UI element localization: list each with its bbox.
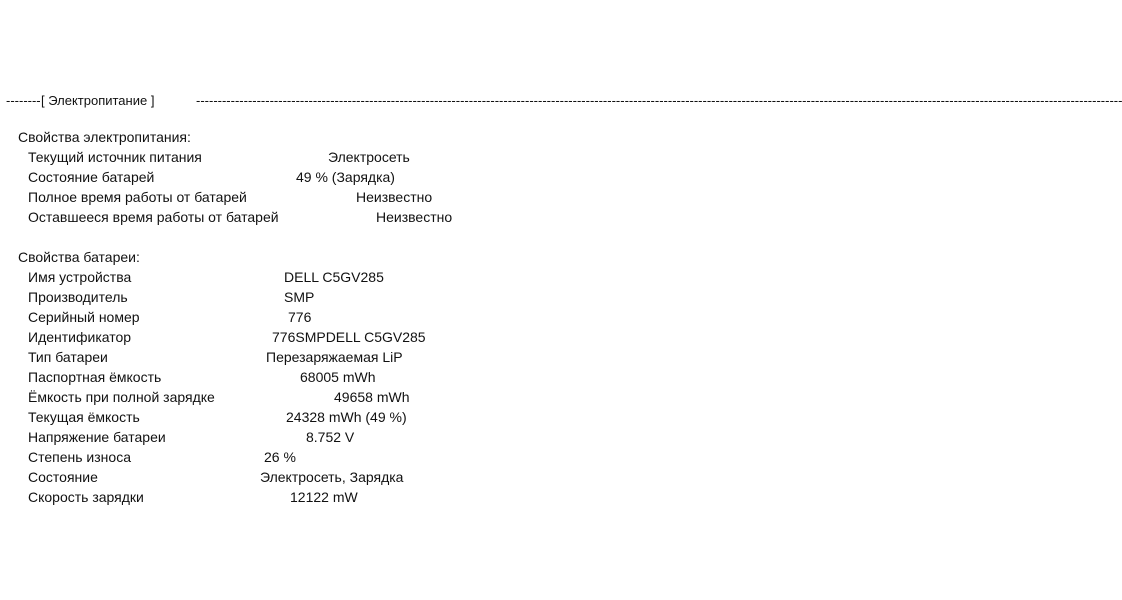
device-name-value: DELL C5GV285 bbox=[284, 269, 384, 285]
remaining-runtime-label: Оставшееся время работы от батарей bbox=[28, 209, 279, 225]
charge-rate-value: 12122 mW bbox=[290, 489, 358, 505]
identifier-label: Идентификатор bbox=[28, 329, 132, 345]
power-source-value: Электросеть bbox=[328, 149, 410, 165]
section-right-dashes: ---------------------------------------------------------------------------------------------------------------------------------------------------------------------------------------------------------------------- bbox=[196, 93, 1122, 108]
device-name-label: Имя устройства bbox=[28, 269, 132, 285]
identifier-value: 776SMPDELL C5GV285 bbox=[272, 329, 426, 345]
battery-properties-heading: Свойства батареи: bbox=[18, 249, 140, 265]
battery-voltage-label: Напряжение батареи bbox=[28, 429, 166, 445]
battery-type-value: Перезаряжаемая LiP bbox=[266, 349, 403, 365]
charge-rate-label: Скорость зарядки bbox=[28, 489, 144, 505]
battery-state-label: Состояние батарей bbox=[28, 169, 155, 185]
status-label: Состояние bbox=[28, 469, 98, 485]
wear-level-label: Степень износа bbox=[28, 449, 131, 465]
section-title: [ Электропитание ] bbox=[41, 93, 155, 108]
battery-type-label: Тип батареи bbox=[28, 349, 108, 365]
current-capacity-label: Текущая ёмкость bbox=[28, 409, 140, 425]
full-charge-capacity-label: Ёмкость при полной зарядке bbox=[28, 389, 215, 405]
status-value: Электросеть, Зарядка bbox=[260, 469, 404, 485]
design-capacity-label: Паспортная ёмкость bbox=[28, 369, 162, 385]
serial-number-value: 776 bbox=[288, 309, 312, 325]
remaining-runtime-value: Неизвестно bbox=[376, 209, 453, 225]
manufacturer-label: Производитель bbox=[28, 289, 128, 305]
manufacturer-value: SMP bbox=[284, 289, 315, 305]
wear-level-value: 26 % bbox=[264, 449, 296, 465]
power-section-header bbox=[6, 92, 1122, 110]
battery-state-value: 49 % (Зарядка) bbox=[296, 169, 395, 185]
design-capacity-value: 68005 mWh bbox=[300, 369, 376, 385]
power-properties-heading: Свойства электропитания: bbox=[18, 129, 191, 145]
full-charge-capacity-value: 49658 mWh bbox=[334, 389, 410, 405]
current-capacity-value: 24328 mWh (49 %) bbox=[286, 409, 407, 425]
section-left-dashes: -------- bbox=[6, 93, 41, 108]
full-runtime-label: Полное время работы от батарей bbox=[28, 189, 247, 205]
battery-voltage-value: 8.752 V bbox=[306, 429, 355, 445]
power-source-label: Текущий источник питания bbox=[28, 149, 202, 165]
full-runtime-value: Неизвестно bbox=[356, 189, 433, 205]
serial-number-label: Серийный номер bbox=[28, 309, 140, 325]
